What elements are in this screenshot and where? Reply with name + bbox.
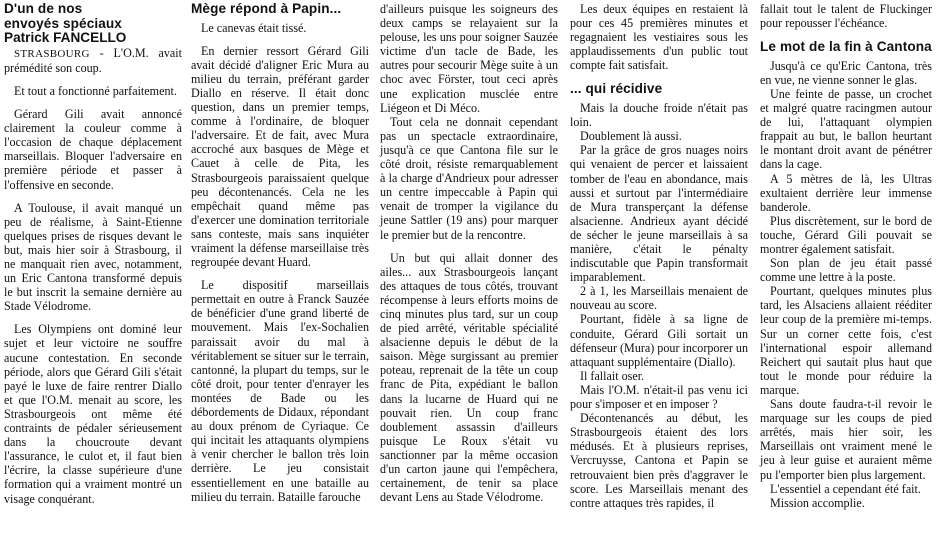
paragraph: Un but qui allait donner des ailes... aux Strasbourgeois lançant des attaques de tous côtés, trouvant récompense à leurs efforts moins de cinq minutes plus tard, sur un coup de pied arrêté, véritable spécialité alsacienne depuis le début de la saison. Mège surgissant au premier poteau, reprenait de la tête un coup franc de Pita, expédiant le ballon dans la lucarne de Huard qui ne pouvait rien. Un coup franc doublement assassin d'ailleurs puisque Le Roux s'était vu sanctionner par la même occasion d'un carton jaune qui l'empêchera, certainement, de tenir sa place devant Lens au Stade Vélodrome. <box>380 250 558 505</box>
paragraph: En dernier ressort Gérard Gili avait décidé d'aligner Eric Mura au milieu du terrain, préférant garder Diallo en réserve. Il était donc question, dans un premier temps, comme à l'ordinaire, de bloquer l'adversaire. Et de fait, avec Mura accroché aux basques de Mège et Cauet à celle de Pita, les Strasbourgeois paraissaient quelque peu décontenancés. Cela ne les empêchait quand même pas d'exercer une domination territoriale sans conteste, mais sans inquiéter vraiment la défense marseillaise très regroupée devant Huard. <box>191 43 369 270</box>
section-headline: Mège répond à Papin... <box>191 1 342 16</box>
paragraph: Pourtant, quelques minutes plus tard, les Alsaciens allaient rééditer leur coup de la première mi-temps. Sur un corner cette fois, c'est l'international espoir allemand Reichert qui sautait plus haut que tout le monde pour réduire la marque. <box>760 284 932 397</box>
article-column-5 <box>760 2 932 510</box>
paragraph: Décontenancés au début, les Strasbourgeois étaient des lors médusés. Et à plusieurs reprises, Vercruysse, Cantona et Papin se retrouvaient bien près d'aggraver le score. Les Marseillais menant des contre attaques très rapides, il <box>570 411 748 510</box>
paragraph: A Toulouse, il avait manqué un peu de réalisme, à Saint-Etienne quelques prises de risques devant le but, mais hier soir à Strasbourg, il ne manquait rien avec, notamment, un Eric Cantona transformé depuis le but inscrit la semaine dernière au Stade Vélodrome. <box>4 200 182 314</box>
paragraph: Doublement là aussi. <box>580 129 682 144</box>
paragraph: Jusqu'à ce qu'Eric Cantona, très en vue, ne vienne sonner le glas. <box>760 58 932 87</box>
paragraph: Il fallait oser. <box>580 368 645 383</box>
paragraph: Plus discrètement, sur le bord de touche, Gérard Gili pouvait se montrer également satisfait. <box>760 213 932 256</box>
paragraph: Sans doute faudra-t-il revoir le marquage sur les coups de pied arrêtés, mais hier soir, les Marseillais ont vraiment mené le jeu à leur guise et auraient même pu l'emporter bien plus largement. <box>760 397 932 482</box>
paragraph: Pourtant, fidèle à sa ligne de conduite, Gérard Gili sortait un défenseur (Mura) pour incorporer un attaquant supplémentaire (Diallo). <box>570 312 748 369</box>
paragraph: 2 à 1, les Marseillais menaient de nouveau au score. <box>570 284 748 313</box>
dateline-rest: - L'O.M. avait prémédité son coup. <box>4 45 182 75</box>
byline: Patrick FANCELLO <box>4 30 127 46</box>
article-column-2 <box>191 2 369 504</box>
article-column-3 <box>380 2 558 504</box>
paragraph: Les Olympiens ont dominé leur sujet et leur victoire ne souffre aucune contestation. En seconde période, alors que Gérard Gili s'était payé le luxe de faire rentrer Diallo et que l'O.M. menait au score, les Strasbourgeois ont même été contraints de pédaler sérieusement dans la choucroute devant l'assurance, le culot et, il faut bien l'écrire, la classe supérieure d'une formation qui a vraiment montré un visage conquérant. <box>4 322 182 506</box>
dateline: STRASBOURG <box>14 47 90 60</box>
paragraph-dateline <box>4 46 182 75</box>
kicker-line-2: envoyés spéciaux <box>4 15 122 31</box>
section-headline: ... qui récidive <box>570 81 663 97</box>
paragraph: Son plan de jeu était passé comme une lettre à la poste. <box>760 256 932 285</box>
paragraph: Les deux équipes en restaient là pour ces 45 premières minutes et regagnaient les vestiaires sous les applaudissements d'un public tout compte fait satisfait. <box>570 2 748 73</box>
paragraph: Tout cela ne donnait cependant pas un spectacle extraordinaire, jusqu'à ce que Cantona file sur le côté droit, résiste remarquablement à la charge d'Andrieux pour adresser un centre impeccable à Papin qui venait de tromper la vigilance du jeune Sattler (19 ans) pour marquer le premier but de la rencontre. <box>380 114 558 242</box>
paragraph: Et tout a fonctionné parfaitement. <box>14 83 177 98</box>
paragraph: Mission accomplie. <box>770 495 865 510</box>
paragraph: Gérard Gili avait annoncé clairement la couleur comme à l'occasion de chaque déplacement marseillais. Bloquer l'adversaire en première période et passer à l'offensive en seconde. <box>4 107 182 192</box>
paragraph: fallait tout le talent de Fluckinger pour repousser l'échéance. <box>760 2 932 31</box>
paragraph: Mais l'O.M. n'était-il pas venu ici pour s'imposer et en imposer ? <box>570 382 748 412</box>
paragraph: Une feinte de passe, un crochet et malgré quatre racingmen autour de lui, l'attaquant olympien frappait au but, le ballon heurtant le montant droit avant de pénétrer dans la cage. <box>760 86 932 172</box>
paragraph: d'ailleurs puisque les soigneurs des deux camps se relayaient sur la pelouse, les uns pour soigner Sauzée victime d'un tacle de Bade, les autres pour secourir Mège suite à un choc avec Förster, tout ceci après une explication musclée entre Liégeon et Di Méco. <box>380 2 558 115</box>
kicker-line-1: D'un de nos <box>4 1 83 16</box>
paragraph: Le canevas était tissé. <box>201 20 307 35</box>
article-column-4 <box>570 2 748 510</box>
paragraph: Mais la douche froide n'était pas loin. <box>570 101 748 130</box>
section-headline: Le mot de la fin à Cantona <box>760 39 932 55</box>
paragraph: Par la grâce de gros nuages noirs qui venaient de percer et laissaient tomber de l'eau en abondance, mais aussi et surtout par l'intermédiaire de Mura transperçant la défense alsacienne. Andrieux ayant décidé de sécher le jeune marseillais à sa manière, c'était le pénalty indiscutable que Papin transformait imparablement. <box>570 143 748 285</box>
paragraph: L'essentiel a cependant été fait. <box>770 481 921 496</box>
article-column-1 <box>4 2 182 506</box>
paragraph: Le dispositif marseillais permettait en outre à Franck Sauzée de bénéficier d'une grand liberté de mouvement. Mais l'ex-Sochalien paraissait avoir du mal à véritablement se situer sur le terrain, cantonné, la plupart du temps, sur le côté droit, pour tenter d'enrayer les montées de Bade ou les débordements de Didaux, répondant au doux prénom de Cyriaque. Ce qui incitait les attaquants olympiens à venir chercher le ballon très loin derrière. Le jeu consistait essentiellement en une bataille au milieu du terrain. Bataille farouche <box>191 278 369 504</box>
paragraph: A 5 mètres de là, les Ultras exultaient derrière leur immense banderole. <box>760 171 932 214</box>
